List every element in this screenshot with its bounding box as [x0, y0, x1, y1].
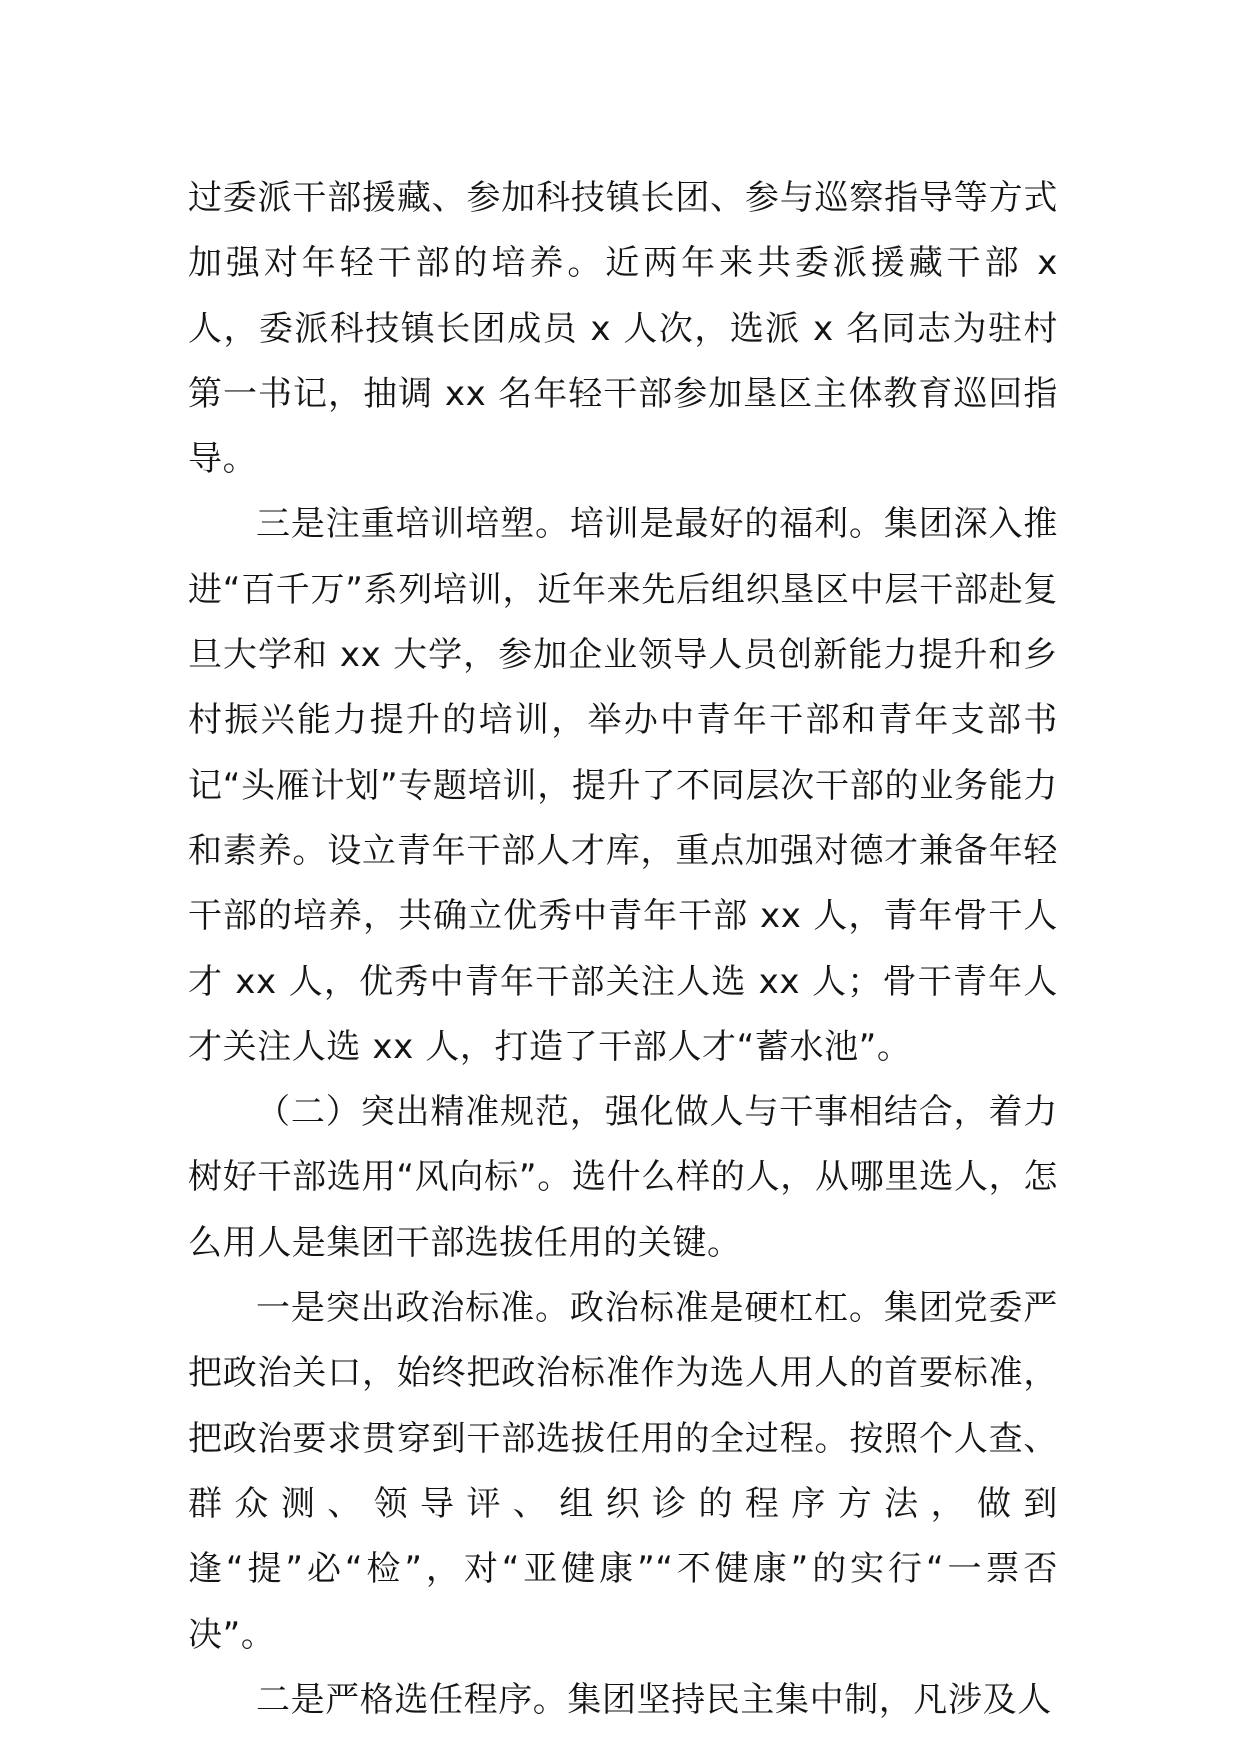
paragraph-2: 三是注重培训培塑。培训是最好的福利。集团深入推进“百千万”系列培训，近年来先后组织垦区中层干部赴复旦大学和 xx 大学，参加企业领导人员创新能力提升和乡村振兴能力提升的培训，举办中青年干部和青年支部书记“头雁计划”专题培训，提升了不同层次干部的业务能力和素养。设立青年干部人才库，重点加强对德才兼备年轻干部的培养，共确立优秀中青年干部 xx 人，青年骨干人才 xx 人，优秀中青年干部关注人选 xx 人；骨干青年人才关注人选 xx 人，打造了干部人才“蓄水池”。	[188, 504, 1058, 1067]
document-body	[188, 166, 1058, 1733]
paragraph-4: 一是突出政治标准。政治标准是硬杠杠。集团党委严把政治关口，始终把政治标准作为选人用人的首要标准，把政治要求贯穿到干部选拔任用的全过程。按照个人查、群众测、领导评、组织诊的程序方法，做到逢“提”必“检”，对“亚健康”“不健康”的实行“一票否决”。	[188, 1288, 1058, 1655]
paragraph-3: （二）突出精准规范，强化做人与干事相结合，着力树好干部选用“风向标”。选什么样的人，从哪里选人，怎么用人是集团干部选拔任用的关键。	[188, 1092, 1058, 1263]
paragraph-1: 过委派干部援藏、参加科技镇长团、参与巡察指导等方式加强对年轻干部的培养。近两年来共委派援藏干部 x 人，委派科技镇长团成员 x 人次，选派 x 名同志为驻村第一书记，抽调 xx 名年轻干部参加垦区主体教育巡回指导。	[188, 178, 1058, 480]
paragraph-5: 二是严格选任程序。集团坚持民主集中制，凡涉及人	[256, 1679, 1052, 1720]
